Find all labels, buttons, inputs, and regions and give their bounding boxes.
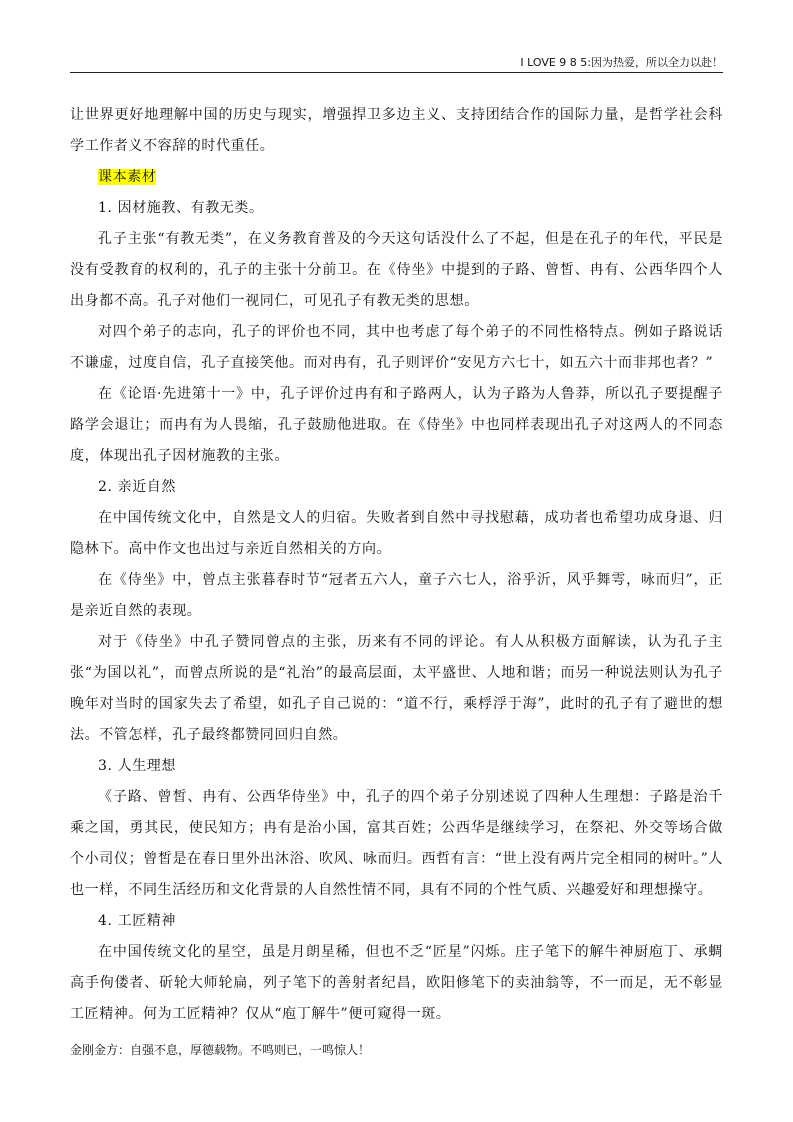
page-footer: 金刚金方：自强不息，厚德载物。不鸣则已，一鸣惊人！ xyxy=(70,1043,371,1057)
section-2-paragraph-2: 在《侍坐》中，曾点主张暮春时节“冠者五六人，童子六七人，浴乎沂，风乎舞雩，咏而归”，正是亲近自然的表现。 xyxy=(70,572,723,619)
section-2-title: 2. 亲近自然 xyxy=(98,479,177,495)
intro-paragraph: 让世界更好地理解中国的历史与现实，增强捍卫多边主义、支持团结合作的国际力量，是哲学社会科学工作者义不容辞的时代重任。 xyxy=(70,107,723,154)
section-1-paragraph-3: 在《论语·先进第十一》中，孔子评价过冉有和子路两人，认为子路为人鲁莽，所以孔子要提醒子路学会退让；而冉有为人畏缩，孔子鼓励他进取。在《侍坐》中也同样表现出孔子对这两人的不同态度，体现出孔子因材施教的主张。 xyxy=(70,386,723,464)
section-3-title: 3. 人生理想 xyxy=(98,758,177,774)
section-2-paragraph-1: 在中国传统文化中，自然是文人的归宿。失败者到自然中寻找慰藉，成功者也希望功成身退、归隐林下。高中作文也出过与亲近自然相关的方向。 xyxy=(70,510,723,557)
section-label xyxy=(98,162,723,193)
section-3-paragraph-1: 《子路、曾皙、冉有、公西华侍坐》中，孔子的四个弟子分别述说了四种人生理想：子路是治千乘之国，勇其民，使民知方；冉有是治小国，富其百姓；公西华是继续学习，在祭祀、外交等场合做个小司仪；曾皙是在春日里外出沐浴、吹风、咏而归。西哲有言：“世上没有两片完全相同的树叶。”人也一样，不同生活经历和文化背景的人自然性情不同，具有不同的个性气质、兴趣爱好和理想操守。 xyxy=(70,789,723,898)
header-divider xyxy=(70,72,723,73)
section-1-paragraph-2: 对四个弟子的志向，孔子的评价也不同，其中也考虑了每个弟子的不同性格特点。例如子路说话不谦虚，过度自信，孔子直接笑他。而对冉有，孔子则评价“安见方六七十，如五六十而非邦也者？” xyxy=(70,324,723,371)
document-body xyxy=(70,100,723,1030)
section-1-title: 1. 因材施教、有教无类。 xyxy=(98,200,264,216)
section-label-text: 课本素材 xyxy=(98,169,157,185)
section-4-paragraph-1: 在中国传统文化的星空，虽是月朗星稀，但也不乏“匠星”闪烁。庄子笔下的解牛神厨庖丁、承蜩高手佝偻者、斫轮大师轮扁，列子笔下的善射者纪昌，欧阳修笔下的卖油翁等，不一而足，无不彰显工匠精神。何为工匠精神？仅从“庖丁解牛”便可窥得一斑。 xyxy=(70,944,723,1022)
section-4-title: 4. 工匠精神 xyxy=(98,913,177,929)
page-header: I LOVE 9 8 5:因为热爱，所以全力以赴！ xyxy=(520,56,723,69)
section-2-paragraph-3: 对于《侍坐》中孔子赞同曾点的主张，历来有不同的评论。有人从积极方面解读，认为孔子主张“为国以礼”，而曾点所说的是“礼治”的最高层面，太平盛世、人地和谐；而另一种说法则认为孔子晚年对当时的国家失去了希望，如孔子自己说的：“道不行，乘桴浮于海”，此时的孔子有了避世的想法。不管怎样，孔子最终都赞同回归自然。 xyxy=(70,634,723,743)
section-1-paragraph-1: 孔子主张“有教无类”，在义务教育普及的今天这句话没什么了不起，但是在孔子的年代，平民是没有受教育的权利的，孔子的主张十分前卫。在《侍坐》中提到的子路、曾皙、冉有、公西华四个人出身都不高。孔子对他们一视同仁，可见孔子有教无类的思想。 xyxy=(70,231,723,309)
